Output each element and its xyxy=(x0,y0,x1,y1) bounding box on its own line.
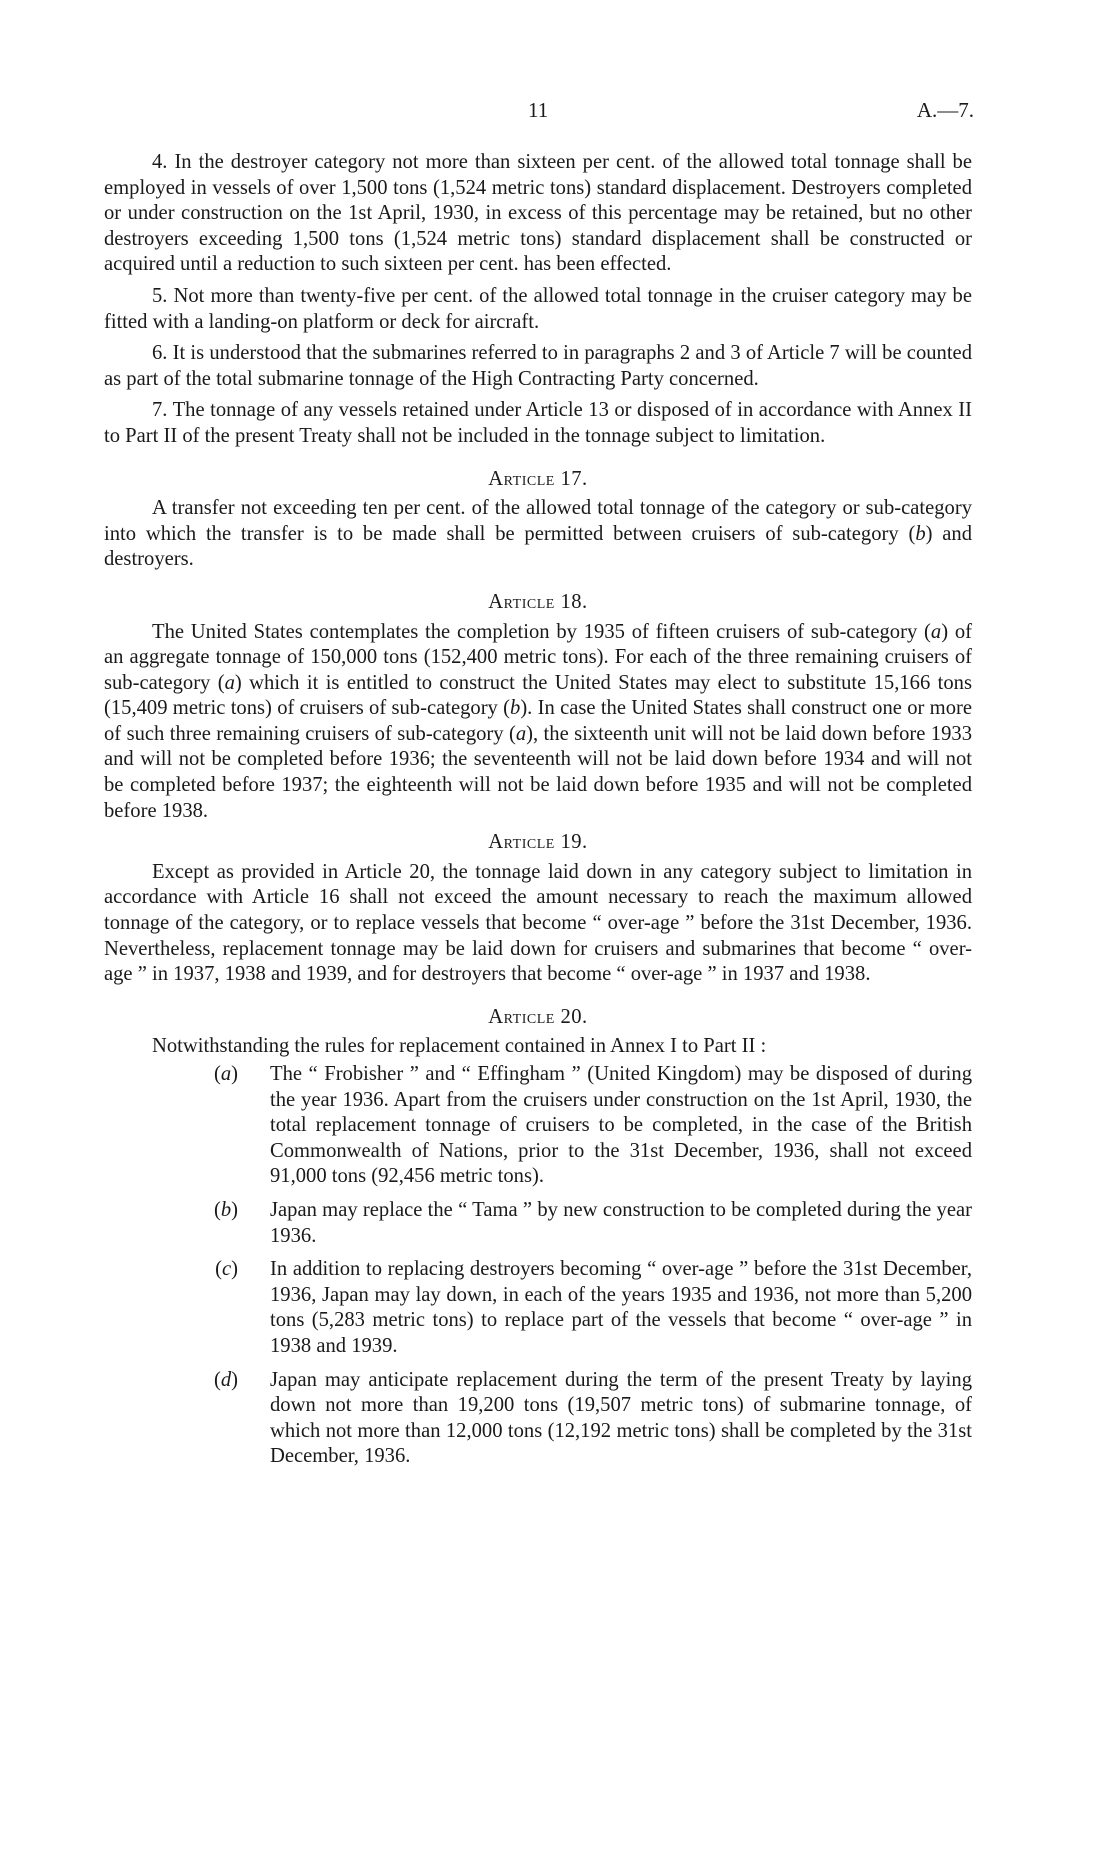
article-20-heading: Article 20. xyxy=(488,1005,588,1028)
article-17-text: A transfer not exceeding ten per cent. of the allowed total tonnage of the category or sub-category into which the transfer is to be made shall be permitted between cruisers of sub-category (b) and destroyers. xyxy=(104,497,972,571)
article-20-item-b xyxy=(104,1198,972,1249)
article-20-intro: Notwithstanding the rules for replacement contained in Annex I to Part II : xyxy=(152,1035,767,1058)
item-text-a: The “ Frobisher ” and “ Effingham ” (United Kingdom) may be disposed of during the year 1936. Apart from the cruisers under construction on the 1st April, 1930, the total replacement tonnage of cruisers to be completed, in the case of the British Commonwealth of Nations, prior to the 31st December, 1936, shall not exceed 91,000 tons (92,456 metric tons). xyxy=(270,1063,972,1188)
item-label-b: (b) xyxy=(213,1198,238,1221)
item-text-d: Japan may anticipate replacement during the term of the present Treaty by laying down not more than 19,200 tons (19,507 metric tons) of submarine tonnage, of which not more than 12,000 tons (12,192 metric tons) shall be completed by the 31st December, 1936. xyxy=(270,1368,972,1468)
article-20-item-a xyxy=(104,1062,972,1190)
page-header xyxy=(0,98,1114,128)
paragraph-7: 7. The tonnage of any vessels retained under Article 13 or disposed of in accordance with Annex II to Part II of the present Treaty shall not be included in the tonnage subject to limitation. xyxy=(104,399,972,447)
item-label-d: (d) xyxy=(213,1368,238,1391)
paragraph-5: 5. Not more than twenty-five per cent. of the allowed total tonnage in the cruiser category may be fitted with a landing-on platform or deck for aircraft. xyxy=(104,284,972,333)
item-label-a: (a) xyxy=(213,1063,238,1085)
article-18-heading: Article 18. xyxy=(488,590,588,613)
article-19-heading: Article 19. xyxy=(488,831,588,854)
item-text-b: Japan may replace the “ Tama ” by new construction to be completed during the year 1936. xyxy=(270,1198,972,1247)
item-label-c: (c) xyxy=(215,1258,238,1281)
article-20-item-c xyxy=(104,1257,972,1359)
article-18-text: The United States contemplates the completion by 1935 of fifteen cruisers of sub-category (a) of an aggregate tonnage of 150,000 tons (152,400 metric tons). For each of the three remaining cruisers of sub-category (a) which it is entitled to construct the United States may elect to substitute 15,166 tons (15,409 metric tons) of cruisers of sub-category (b). In case the United States shall construct one or more of such three remaining cruisers of sub-category (a), the sixteenth unit will not be laid down before 1933 and will not be completed before 1936; the seventeenth will not be laid down before 1934 and will not be completed before 1937; the eighteenth will not be laid down before 1935 and will not be completed before 1938. xyxy=(104,620,972,822)
page-number: 11 xyxy=(528,98,549,122)
page-body xyxy=(104,150,972,1478)
item-text-c: In addition to replacing destroyers becoming “ over-age ” before the 31st December, 1936, Japan may lay down, in each of the years 1935 and 1936, not more than 5,200 tons (5,283 metric tons) to replace part of the vessels that become “ over-age ” in 1938 and 1939. xyxy=(270,1258,972,1357)
document-reference: A.—7. xyxy=(916,98,974,122)
article-17-heading: Article 17. xyxy=(488,467,588,490)
paragraph-4: 4. In the destroyer category not more than sixteen per cent. of the allowed total tonnage shall be employed in vessels of over 1,500 tons (1,524 metric tons) standard displacement. Destroyers completed or under construction on the 1st April, 1930, in excess of this percentage may be retained, but no other destroyers exceeding 1,500 tons (1,524 metric tons) standard displacement shall be constructed or acquired until a reduction to such sixteen per cent. has been effected. xyxy=(104,151,972,276)
article-19-text: Except as provided in Article 20, the tonnage laid down in any category subject to limitation in accordance with Article 16 shall not exceed the amount necessary to reach the maximum allowed tonnage of the category, or to replace vessels that become “ over-age ” before the 31st December, 1936. Nevertheless, replacement tonnage may be laid down for cruisers and submarines that become “ over-age ” in 1937, 1938 and 1939, and for destroyers that become “ over-age ” in 1937 and 1938. xyxy=(104,860,972,986)
article-20-item-d xyxy=(104,1368,972,1470)
paragraph-6: 6. It is understood that the submarines referred to in paragraphs 2 and 3 of Article 7 will be counted as part of the total submarine tonnage of the High Contracting Party concerned. xyxy=(104,342,972,390)
